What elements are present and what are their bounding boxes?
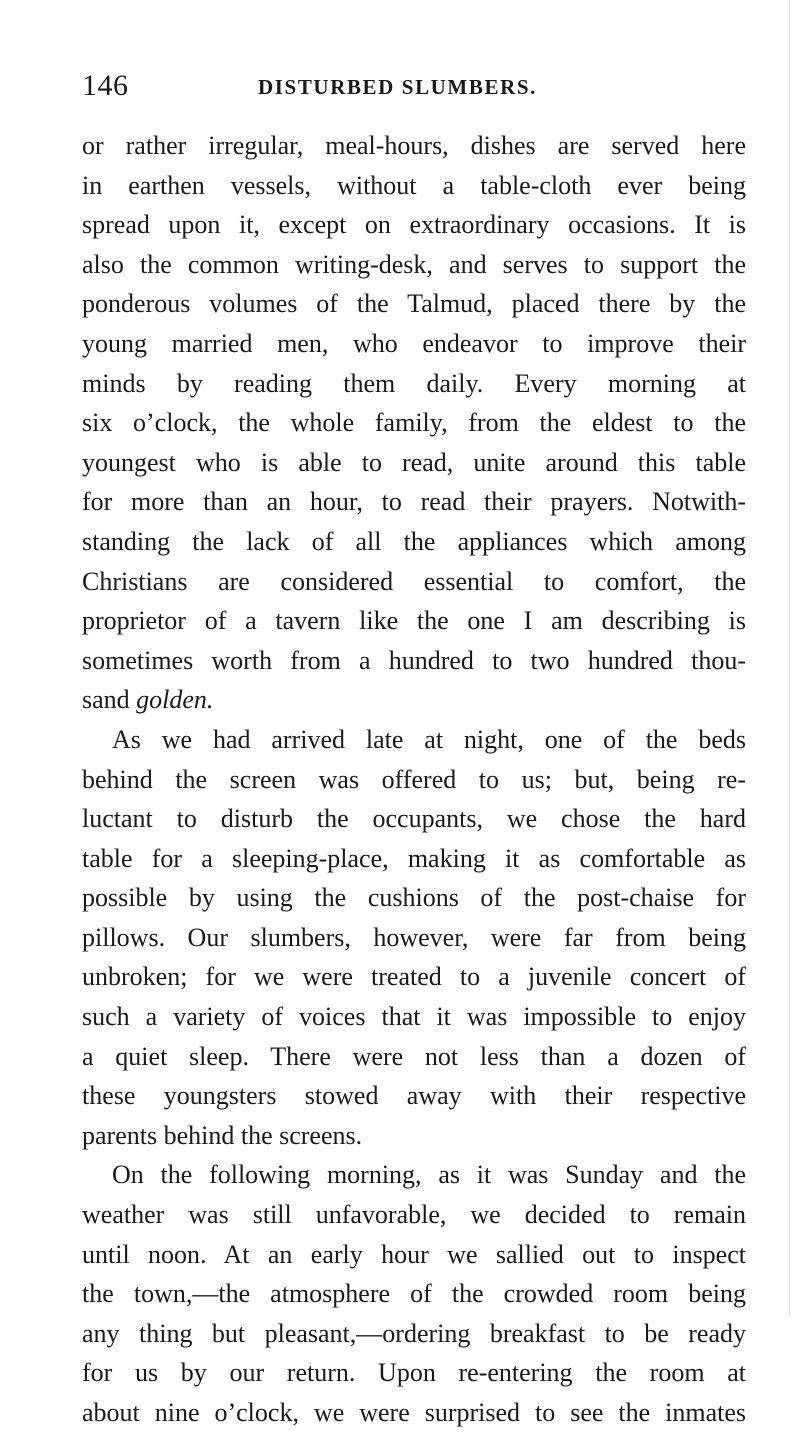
text-line: or rather irregular, meal-hours, dishes are served here [82,131,746,160]
text-line: standing the lack of all the appliances which among [82,526,746,556]
text-line: behind the screen was offered to us; but, being re- [82,764,746,794]
text-line: Christians are considered essential to comfort, the [82,566,746,596]
text-line: about nine o’clock, we were surprised to see the inmates [82,1398,746,1427]
paragraph-start-line: On the following morning, as it was Sunday and the [112,1160,746,1190]
text-line: pillows. Our slumbers, however, were far from being [82,922,746,952]
text-line: ponderous volumes of the Talmud, placed there by the [82,289,746,319]
italic-word: golden. [136,685,214,715]
page-header [82,66,746,106]
text-line: any thing but pleasant,—ordering breakfast to be ready [82,1318,746,1348]
text-line: luctant to disturb the occupants, we chose the hard [82,804,746,834]
body-text [82,126,746,1433]
text-line: until noon. At an early hour we sallied out to inspect [82,1239,746,1269]
text-line: unbroken; for we were treated to a juvenile concert of [82,962,746,992]
page-number: 146 [82,69,129,102]
text-line [82,680,746,720]
text-line: the town,—the atmosphere of the crowded room being [82,1279,746,1309]
text-line: possible by using the cushions of the post-chaise for [82,883,746,913]
paragraph-start-line: As we had arrived late at night, one of the beds [112,724,746,754]
text-line: for more than an hour, to read their prayers. Notwith- [82,487,746,517]
text-line: such a variety of voices that it was impossible to enjoy [82,1002,746,1032]
text-line: weather was still unfavorable, we decided to remain [82,1200,746,1230]
text-fragment: sand [82,685,130,715]
text-line: in earthen vessels, without a table-cloth ever being [82,170,746,200]
text-line: these youngsters stowed away with their respective [82,1081,746,1111]
text-line: six o’clock, the whole family, from the eldest to the [82,408,746,438]
text-line: also the common writing-desk, and serves to support the [82,249,746,279]
text-line: table for a sleeping-place, making it as comfortable as [82,843,746,873]
page-edge-line [789,0,790,1315]
text-line: parents behind the screens. [82,1120,363,1150]
text-line: sometimes worth from a hundred to two hundred thou- [82,645,746,675]
text-line: proprietor of a tavern like the one I am describing is [82,606,746,636]
running-title: DISTURBED SLUMBERS. [258,75,537,99]
text-line: young married men, who endeavor to improve their [82,328,746,358]
text-line: youngest who is able to read, unite around this table [82,447,746,477]
text-line: minds by reading them daily. Every morning at [82,368,746,398]
text-line: spread upon it, except on extraordinary occasions. It is [82,210,746,240]
text-line: a quiet sleep. There were not less than a dozen of [82,1041,746,1071]
text-line: for us by our return. Upon re-entering the room at [82,1358,746,1388]
